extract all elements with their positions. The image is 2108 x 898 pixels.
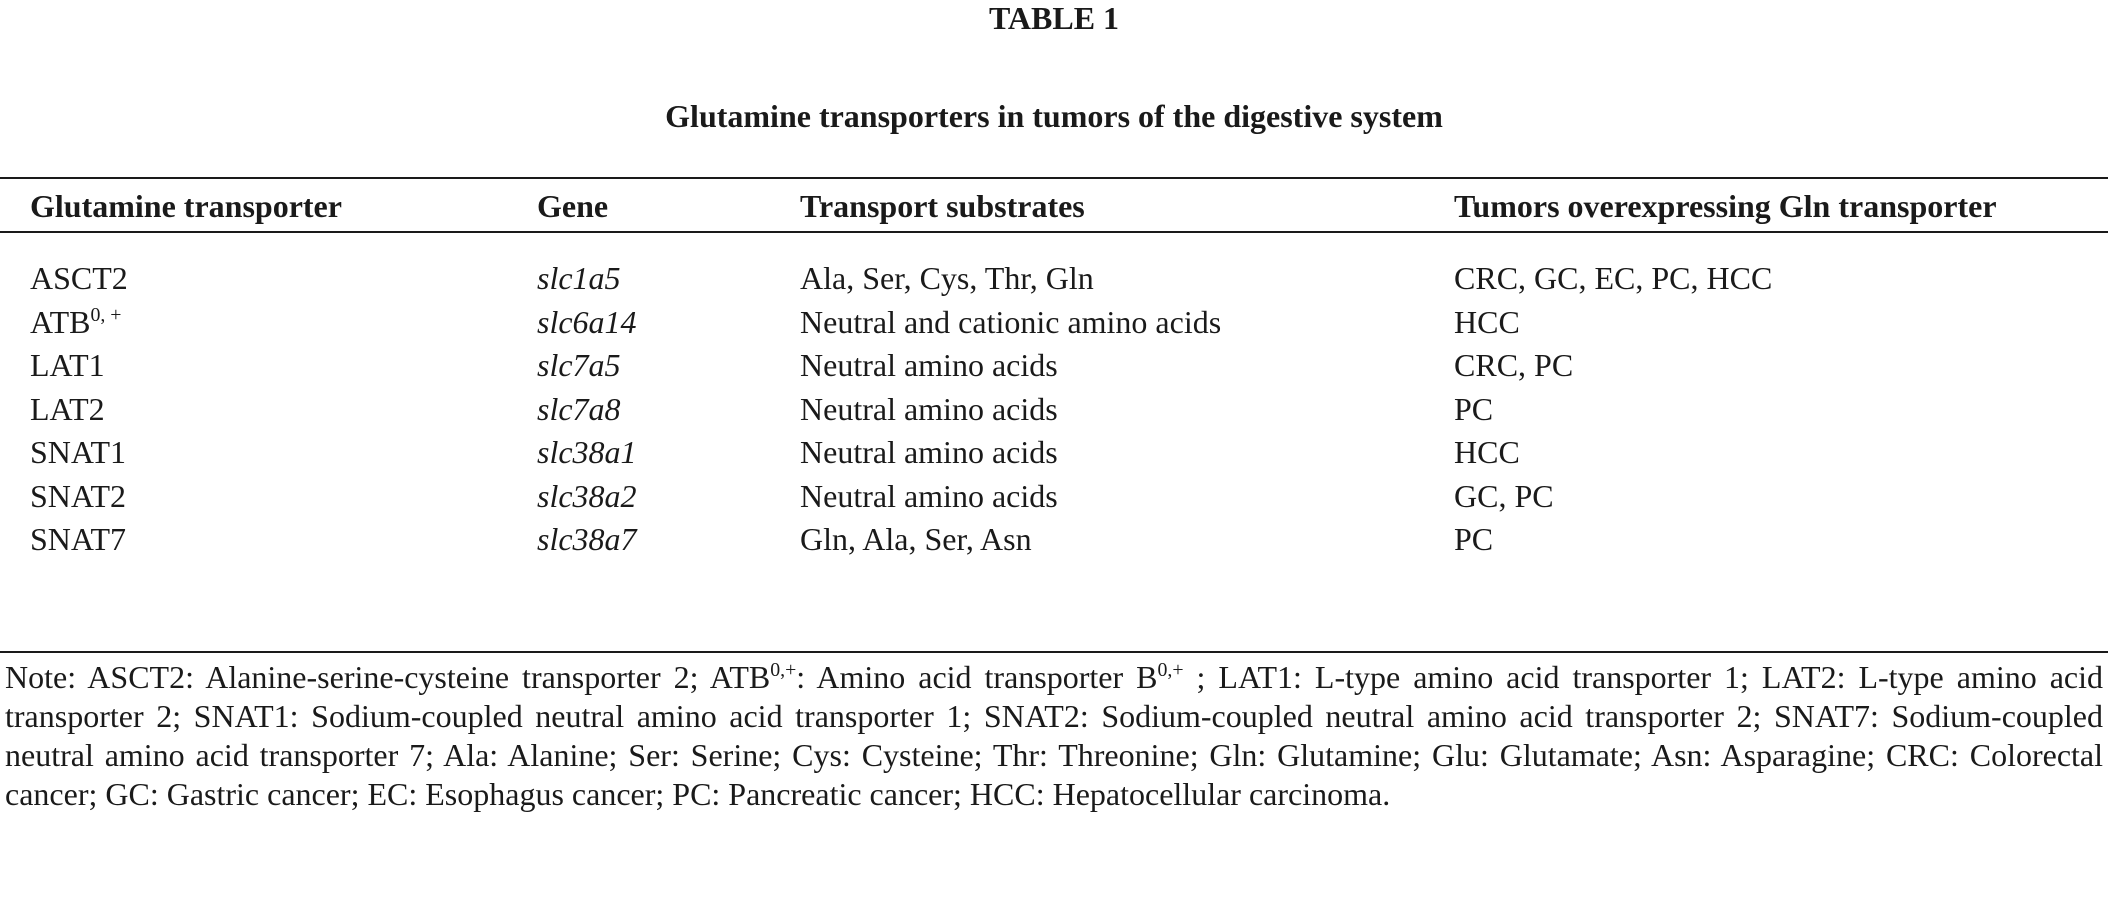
- cell-substrates-text: Neutral and cationic amino acids: [800, 304, 1222, 340]
- cell-gene-text: slc6a14: [537, 304, 637, 340]
- cell-substrates-text: Gln, Ala, Ser, Asn: [800, 521, 1032, 557]
- cell-substrates-text: Neutral amino acids: [800, 478, 1058, 514]
- cell-transporter: [30, 434, 126, 470]
- cell-transporter-text: SNAT1: [30, 434, 127, 470]
- cell-tumors: [1454, 521, 1493, 557]
- column-header-transporter: Glutamine transporter: [30, 188, 342, 224]
- cell-tumors: [1454, 260, 1772, 296]
- cell-tumors: [1454, 434, 1520, 470]
- cell-substrates: [800, 391, 1058, 427]
- cell-tumors-text: HCC: [1454, 304, 1520, 340]
- cell-transporter-text: SNAT7: [30, 521, 127, 557]
- cell-transporter-text: ASCT2: [30, 260, 128, 296]
- note-superscript-2: 0,+: [1157, 659, 1184, 682]
- cell-tumors-text: CRC, GC, EC, PC, HCC: [1454, 260, 1773, 296]
- cell-tumors-text: PC: [1454, 391, 1494, 427]
- cell-tumors: [1454, 478, 1554, 514]
- column-header-gene: Gene: [537, 188, 609, 224]
- cell-tumors-text: PC: [1454, 521, 1494, 557]
- cell-substrates: [800, 521, 1032, 557]
- cell-transporter: [30, 521, 126, 557]
- cell-transporter-superscript: 0, +: [90, 304, 122, 327]
- cell-tumors: [1454, 347, 1573, 383]
- cell-gene: [537, 347, 621, 383]
- top-rule: [0, 177, 2108, 179]
- cell-substrates-text: Ala, Ser, Cys, Thr, Gln: [800, 260, 1094, 296]
- cell-substrates-text: Neutral amino acids: [800, 434, 1058, 470]
- note-text-part3: ; LAT1: L-type amino acid transporter 1; LAT2: L-type amino acid transporter 2; SNAT1: Sodium-coupled neutral amino acid transporter 1; SNAT2: Sodium-coupled neutral amino acid transporter 2; SNAT7: Sodium-coupled neutral amino acid transporter 7; Ala: Alanine; Ser: Serine; Cys: Cysteine; Thr: Threonine; Gln: Glutamine; Glu: Glutamate; Asn: Asparagine; CRC: Colorectal cancer; GC: Gastric cancer; EC: Esophagus cancer; PC: Pancreatic cancer; HCC: Hepatocellular carcinoma.: [5, 659, 2104, 812]
- table-label: TABLE 1: [988, 0, 1120, 36]
- table-title: Glutamine transporters in tumors of the digestive system: [665, 98, 1443, 134]
- cell-tumors: [1454, 304, 1520, 340]
- cell-gene-text: slc38a2: [537, 478, 637, 514]
- cell-transporter-text: ATB: [30, 304, 91, 340]
- cell-tumors-text: HCC: [1454, 434, 1520, 470]
- cell-transporter: [30, 304, 121, 340]
- cell-substrates: [800, 304, 1221, 340]
- cell-gene-text: slc1a5: [537, 260, 621, 296]
- table-note: [5, 658, 2103, 814]
- note-text-part2: : Amino acid transporter B: [796, 659, 1158, 695]
- cell-gene-text: slc7a5: [537, 347, 621, 383]
- cell-transporter-text: LAT2: [30, 391, 105, 427]
- cell-substrates: [800, 347, 1058, 383]
- cell-substrates-text: Neutral amino acids: [800, 347, 1058, 383]
- cell-tumors: [1454, 391, 1493, 427]
- cell-gene: [537, 304, 637, 340]
- cell-substrates: [800, 260, 1094, 296]
- cell-tumors-text: GC, PC: [1454, 478, 1554, 514]
- cell-transporter: [30, 260, 128, 296]
- column-header-tumors: Tumors overexpressing Gln transporter: [1454, 188, 1997, 224]
- cell-transporter: [30, 478, 126, 514]
- note-superscript-1: 0,+: [770, 659, 797, 682]
- cell-gene-text: slc38a1: [537, 434, 637, 470]
- cell-gene: [537, 478, 637, 514]
- cell-gene-text: slc7a8: [537, 391, 621, 427]
- cell-gene-text: slc38a7: [537, 521, 637, 557]
- cell-transporter-text: SNAT2: [30, 478, 127, 514]
- cell-gene: [537, 260, 621, 296]
- cell-transporter: [30, 347, 105, 383]
- note-text-part1: Note: ASCT2: Alanine-serine-cysteine transporter 2; ATB: [5, 659, 771, 695]
- cell-substrates: [800, 478, 1058, 514]
- cell-transporter: [30, 391, 105, 427]
- cell-gene: [537, 434, 637, 470]
- cell-substrates: [800, 434, 1058, 470]
- cell-gene: [537, 391, 621, 427]
- cell-substrates-text: Neutral amino acids: [800, 391, 1058, 427]
- bottom-rule: [0, 651, 2108, 653]
- cell-gene: [537, 521, 637, 557]
- column-header-substrates: Transport substrates: [800, 188, 1085, 224]
- cell-tumors-text: CRC, PC: [1454, 347, 1574, 383]
- cell-transporter-text: LAT1: [30, 347, 105, 383]
- header-rule: [0, 231, 2108, 233]
